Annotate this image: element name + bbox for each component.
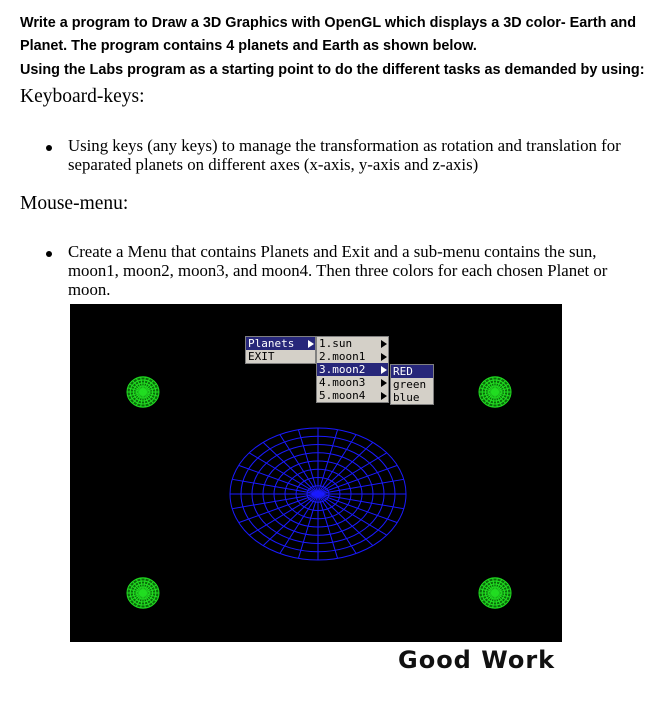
submenu-arrow-icon	[381, 366, 387, 374]
menu-item-moon4[interactable]	[317, 389, 388, 402]
keyboard-bullet-text: Using keys (any keys) to manage the transformation as rotation and translation for separated planets on different axes (x-axis, y-axis and z-axis)	[68, 136, 621, 174]
menu-item-exit[interactable]	[246, 350, 315, 363]
submenu-arrow-icon	[308, 340, 314, 348]
planets-submenu	[316, 336, 389, 403]
menu-item-label: 2.moon1	[319, 350, 366, 363]
mouse-bullet-text: Create a Menu that contains Planets and Exit and a sub-menu contains the sun, moon1, moon2, moon3, and moon4. Then three colors for each chosen Planet or moon.	[68, 242, 608, 299]
menu-item-label: green	[393, 378, 427, 391]
menu-item-blue[interactable]	[391, 391, 433, 404]
menu-item-label: 5.moon4	[319, 389, 366, 402]
menu-item-planets[interactable]	[246, 337, 315, 350]
bullet-icon	[46, 145, 52, 151]
menu-item-label: RED	[393, 365, 413, 378]
keyboard-section-title: Keyboard-keys:	[20, 86, 145, 107]
menu-item-label: Planets	[248, 337, 295, 350]
menu-item-sun[interactable]	[317, 337, 388, 350]
earth-wireframe	[230, 428, 406, 560]
menu-item-moon3[interactable]	[317, 376, 388, 389]
submenu-arrow-icon	[381, 379, 387, 387]
submenu-arrow-icon	[381, 340, 387, 348]
menu-item-label: EXIT	[248, 350, 275, 363]
instruction-line-1: Write a program to Draw a 3D Graphics with OpenGL which displays a 3D color- Earth and	[20, 15, 637, 31]
opengl-screenshot	[70, 304, 562, 642]
menu-item-label: 1.sun	[319, 337, 353, 350]
bullet-icon	[46, 251, 52, 257]
color-submenu	[390, 364, 434, 405]
instruction-line-3: Using the Labs program as a starting point to do the different tasks as demanded by using:	[20, 62, 645, 78]
menu-item-moon1[interactable]	[317, 350, 388, 363]
menu-item-red[interactable]	[391, 365, 433, 378]
menu-item-label: 3.moon2	[319, 363, 366, 376]
submenu-arrow-icon	[381, 353, 387, 361]
main-menu	[245, 336, 316, 364]
menu-item-label: blue	[393, 391, 420, 404]
menu-item-moon2[interactable]	[317, 363, 388, 376]
mouse-section-title: Mouse-menu:	[20, 193, 129, 214]
menu-item-label: 4.moon3	[319, 376, 366, 389]
good-work-stamp: Good Work	[398, 646, 556, 674]
submenu-arrow-icon	[381, 392, 387, 400]
menu-item-green[interactable]	[391, 378, 433, 391]
instruction-line-2: Planet. The program contains 4 planets and Earth as shown below.	[20, 38, 477, 54]
